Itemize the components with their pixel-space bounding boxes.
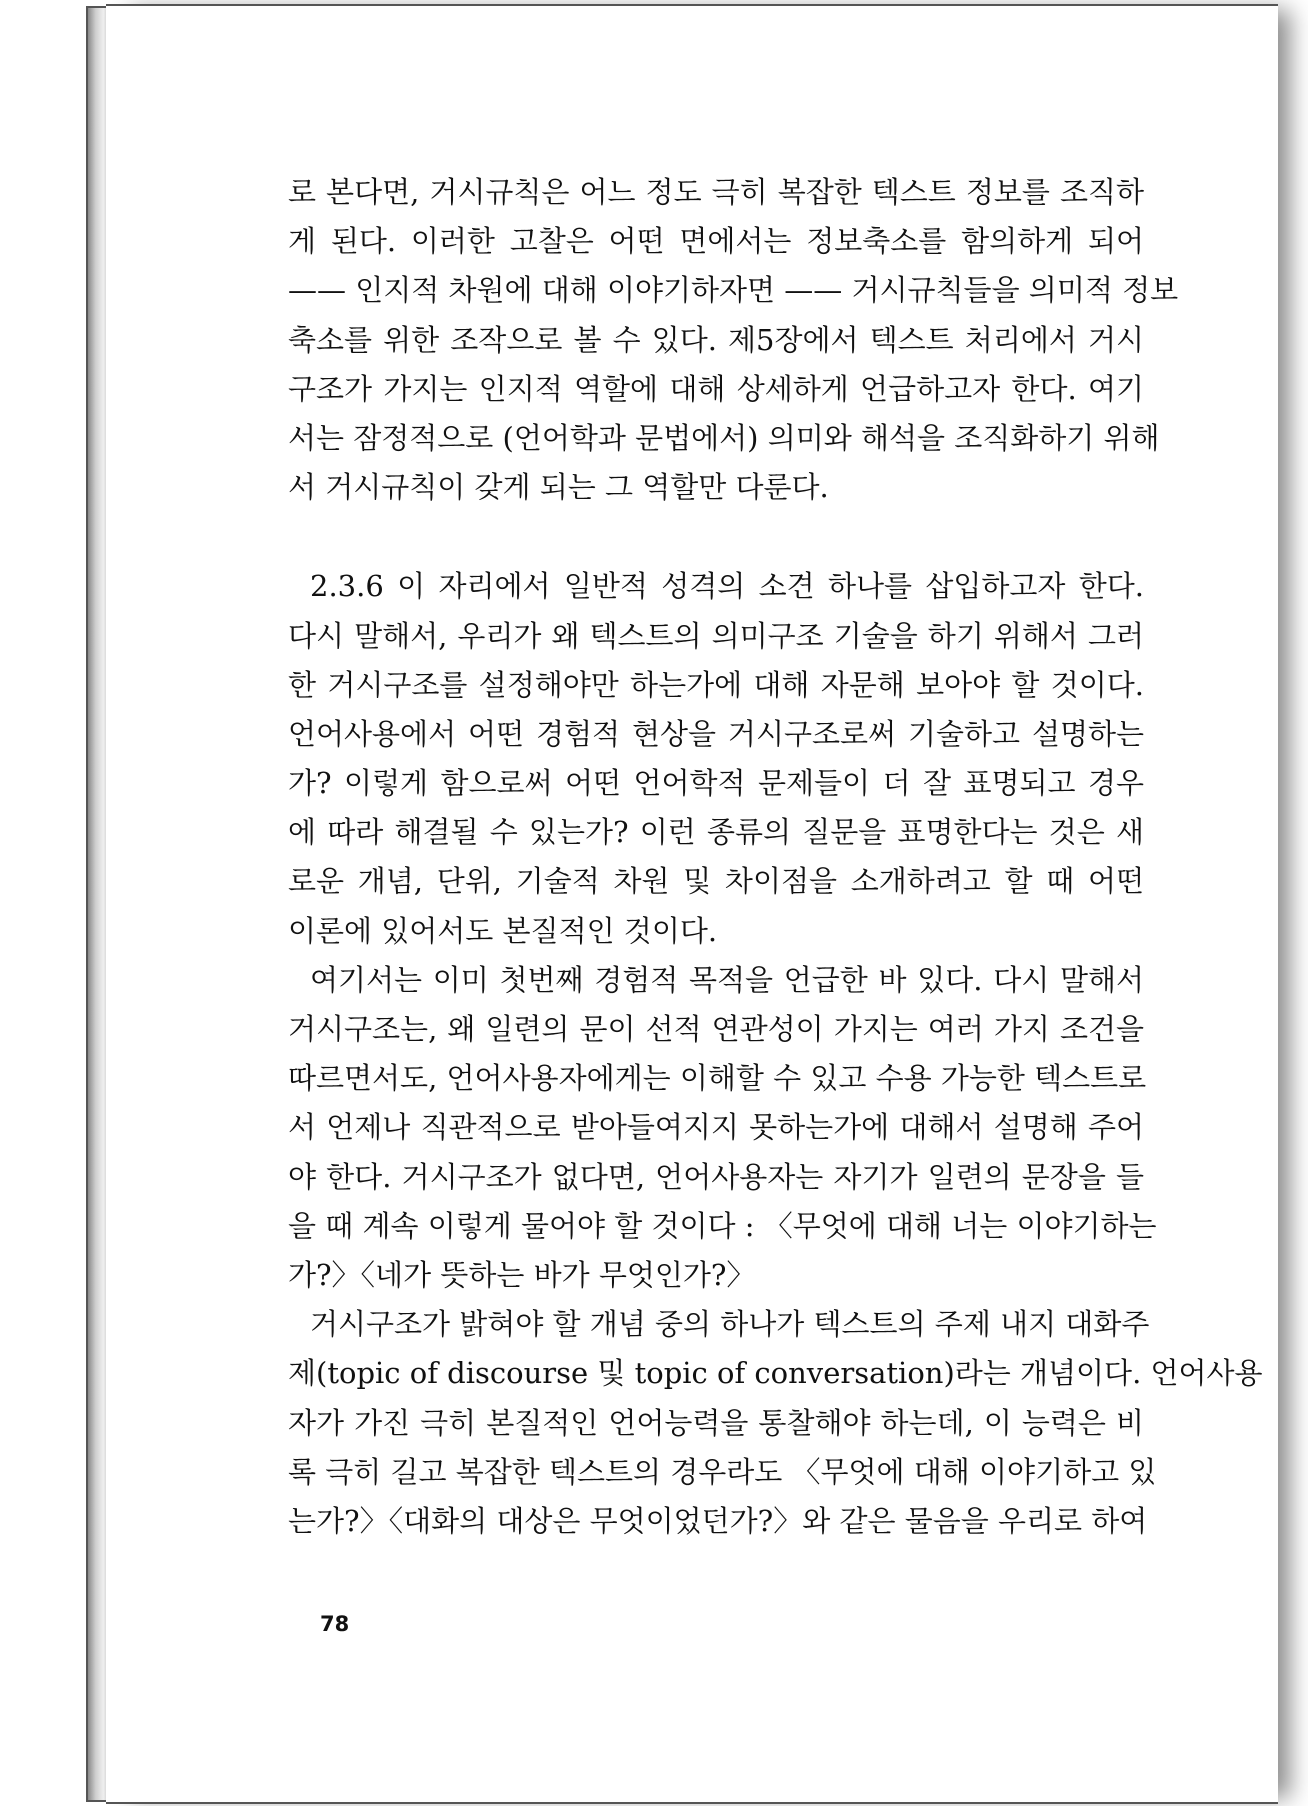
text-line: 거시구조는, 왜 일련의 문이 선적 연관성이 가지는 여러 가지 조건을 <box>288 1012 1144 1046</box>
text-line: 제(topic of discourse 및 topic of conversation)라는 개념이다. 언어사용 <box>288 1356 1263 1391</box>
text-line: 다시 말해서, 우리가 왜 텍스트의 의미구조 기술을 하기 위해서 그러 <box>288 618 1144 653</box>
text-line: 가? 이렇게 함으로써 어떤 언어학적 문제들이 더 잘 표명되고 경우 <box>288 766 1144 801</box>
text-line: 자가 가진 극히 본질적인 언어능력을 통찰해야 하는데, 이 능력은 비 <box>288 1405 1144 1440</box>
page-number: 78 <box>320 1612 350 1636</box>
page-body-text <box>288 168 1263 1546</box>
section-gap <box>288 512 1144 562</box>
text-line: 따르면서도, 언어사용자에게는 이해할 수 있고 수용 가능한 텍스트로 <box>288 1061 1147 1096</box>
text-line: 이론에 있어서도 본질적인 것이다. <box>288 913 718 948</box>
text-line: 축소를 위한 조작으로 볼 수 있다. 제5장에서 텍스트 처리에서 거시 <box>288 322 1144 357</box>
paragraph-3 <box>288 956 1157 1300</box>
text-line: 록 극히 길고 복잡한 텍스트의 경우라도 〈무엇에 대해 이야기하고 있 <box>288 1454 1157 1489</box>
text-line: 가?〉〈네가 뜻하는 바가 무엇인가?〉 <box>288 1257 756 1292</box>
text-line: 는가?〉〈대화의 대상은 무엇이었던가?〉와 같은 물음을 우리로 하여 <box>288 1503 1148 1538</box>
text-line: 구조가 가지는 인지적 역할에 대해 상세하게 언급하고자 한다. 여기 <box>288 371 1144 406</box>
text-line: 서는 잠정적으로 (언어학과 문법에서) 의미와 해석을 조직화하기 위해 <box>288 420 1160 455</box>
paragraph-4 <box>288 1300 1263 1546</box>
paragraph-1 <box>288 168 1179 512</box>
text-line: 여기서는 이미 첫번째 경험적 목적을 언급한 바 있다. 다시 말해서 <box>310 962 1144 997</box>
text-line: 서 언제나 직관적으로 받아들여지지 못하는가에 대해서 설명해 주어 <box>288 1110 1144 1145</box>
text-line: 언어사용에서 어떤 경험적 현상을 거시구조로써 기술하고 설명하는 <box>288 716 1144 751</box>
text-line: 야 한다. 거시구조가 없다면, 언어사용자는 자기가 일련의 문장을 들 <box>288 1159 1144 1194</box>
text-line: 거시구조가 밝혀야 할 개념 중의 하나가 텍스트의 주제 내지 대화주 <box>310 1307 1150 1342</box>
paragraph-2 <box>288 562 1144 956</box>
text-line: 한 거시구조를 설정해야만 하는가에 대해 자문해 보아야 할 것이다. <box>288 667 1144 702</box>
text-line: 을 때 계속 이렇게 물어야 할 것이다 : 〈무엇에 대해 너는 이야기하는 <box>288 1208 1157 1243</box>
text-line: 에 따라 해결될 수 있는가? 이런 종류의 질문을 표명한다는 것은 새 <box>288 815 1144 850</box>
text-line: 로 본다면, 거시규칙은 어느 정도 극히 복잡한 텍스트 정보를 조직하 <box>288 175 1144 209</box>
text-line: —— 인지적 차원에 대해 이야기하자면 —— 거시규칙들을 의미적 정보 <box>288 273 1179 308</box>
text-line: 게 된다. 이러한 고찰은 어떤 면에서는 정보축소를 함의하게 되어 <box>288 224 1144 259</box>
text-line: 로운 개념, 단위, 기술적 차원 및 차이점을 소개하려고 할 때 어떤 <box>288 864 1144 899</box>
text-line: 2.3.6 이 자리에서 일반적 성격의 소견 하나를 삽입하고자 한다. <box>310 569 1144 604</box>
text-line: 서 거시규칙이 갖게 되는 그 역할만 다룬다. <box>288 470 829 505</box>
